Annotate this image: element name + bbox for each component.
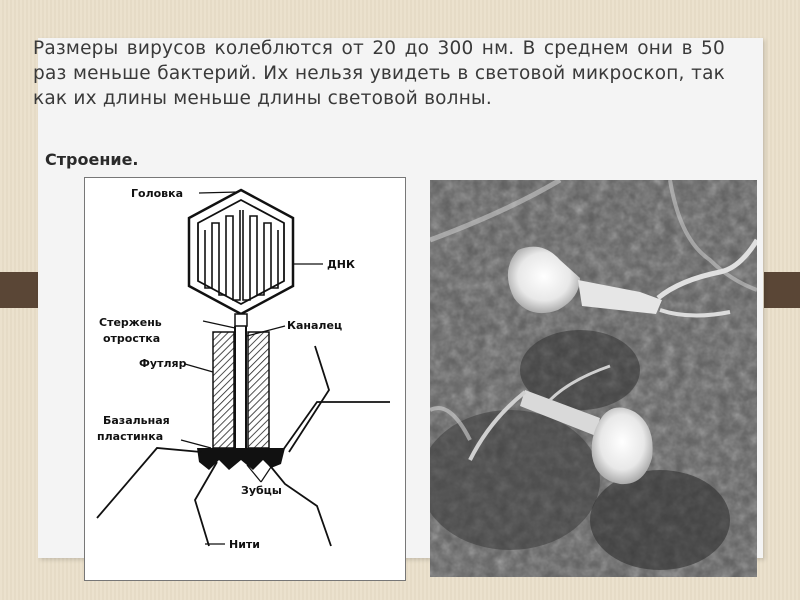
phage-neck	[235, 314, 247, 326]
sheath-right	[248, 332, 269, 448]
label-sheath: Футляр	[139, 357, 187, 370]
label-baseplate-2: пластинка	[97, 430, 164, 443]
label-canal: Каналец	[287, 319, 343, 332]
left-accent-bar	[0, 272, 38, 308]
label-head: Головка	[131, 187, 184, 200]
label-teeth: Зубцы	[241, 484, 282, 497]
right-accent-bar	[764, 272, 800, 308]
phage-diagram	[84, 177, 406, 581]
label-fibers: Нити	[229, 538, 260, 551]
label-core-1: Стержень	[99, 316, 162, 329]
phage-diagram-svg	[85, 178, 405, 580]
section-title: Строение.	[45, 150, 139, 169]
label-baseplate-1: Базальная	[103, 414, 170, 427]
label-core-2: отростка	[103, 332, 161, 345]
electron-micrograph	[430, 180, 757, 577]
micrograph-svg	[430, 180, 757, 577]
intro-paragraph: Размеры вирусов колеблются от 20 до 300 нм. В среднем они в 50 раз меньше бактерий. Их нельзя увидеть в световой микроскоп, так как их длины меньше длины световой волны.	[33, 38, 725, 109]
sheath-left	[213, 332, 234, 448]
label-dna: ДНК	[327, 258, 355, 271]
tail-fibers	[97, 346, 390, 546]
